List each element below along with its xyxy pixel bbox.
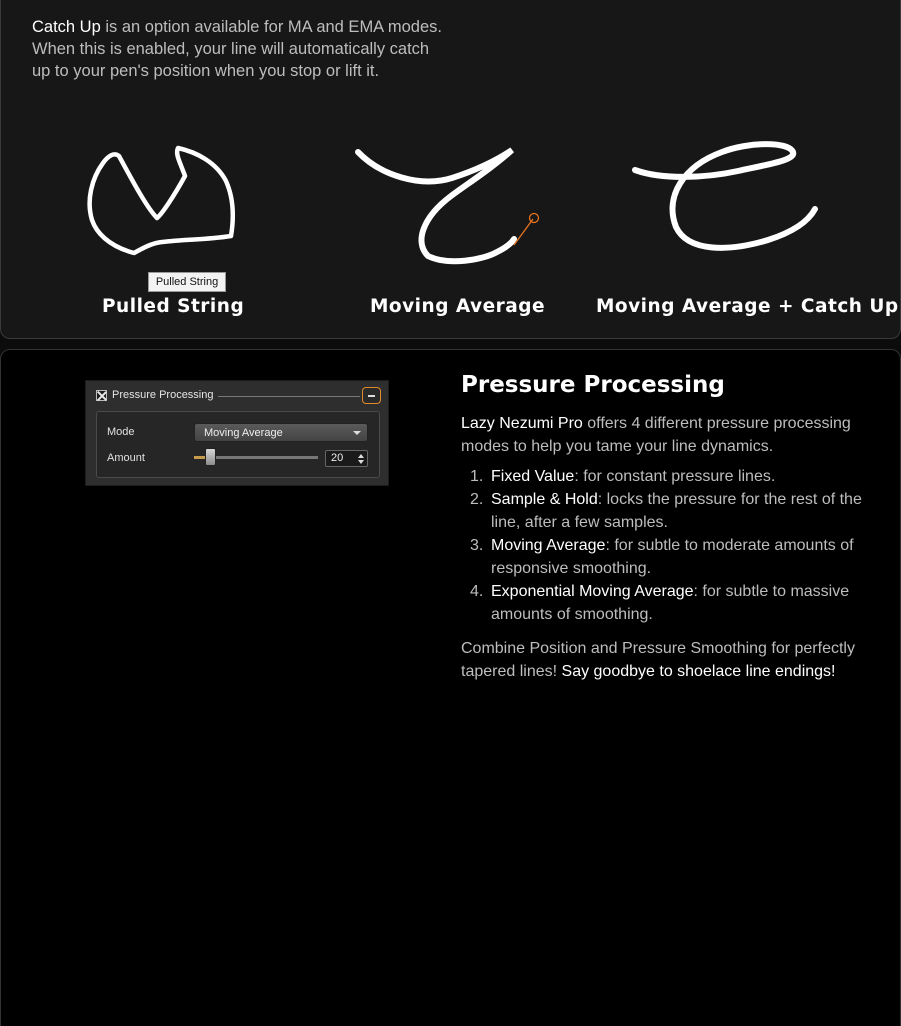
list-item: 1. Fixed Value: for constant pressure lines. [470, 468, 776, 485]
caption-moving-average: Moving Average [370, 296, 546, 317]
pressure-footer: Combine Position and Pressure Smoothing for perfectly tapered lines! Say goodbye to shoelace line endings! [461, 640, 855, 680]
caption-pulled-string: Pulled String [102, 296, 245, 317]
chevron-down-icon [353, 431, 361, 435]
mode-select-value: Moving Average [204, 427, 283, 439]
pulled-string-tooltip: Pulled String [148, 272, 226, 292]
pressure-processing-title: Pressure Processing [461, 372, 725, 398]
caption-moving-average-catch-up: Moving Average + Catch Up [596, 296, 899, 317]
moving-average-stroke [358, 150, 514, 261]
moving-average-catch-up-stroke [635, 144, 815, 248]
amount-value: 20 [331, 452, 344, 464]
amount-label: Amount [107, 452, 145, 464]
pressure-processing-label: Pressure Processing [112, 389, 214, 401]
amount-spinbox[interactable] [325, 450, 368, 467]
collapse-button[interactable] [362, 387, 381, 404]
catch-up-term: Catch Up [32, 18, 101, 36]
catch-up-lag-line [514, 219, 533, 245]
spin-up-icon[interactable] [358, 454, 364, 458]
footer-highlight: Say goodbye to shoelace line endings! [561, 663, 836, 680]
mode-select[interactable] [194, 423, 368, 442]
list-item: 3. Moving Average: for subtle to moderate amounts of responsive smoothing. [470, 537, 854, 577]
spin-down-icon[interactable] [358, 460, 364, 464]
list-item: 4. Exponential Moving Average: for subtle to massive amounts of smoothing. [470, 583, 850, 623]
pulled-string-stroke [90, 148, 233, 253]
list-item: 2. Sample & Hold: locks the pressure for the rest of the line, after a few samples. [470, 491, 862, 531]
pressure-processing-widget [85, 380, 389, 486]
product-name: Lazy Nezumi Pro [461, 415, 583, 432]
mode-label: Mode [107, 426, 135, 438]
widget-header [94, 387, 382, 407]
header-divider [218, 396, 360, 397]
pressure-modes-list [461, 465, 881, 626]
pressure-intro: Lazy Nezumi Pro offers 4 different pressure processing modes to help you tame your line dynamics. [461, 415, 851, 455]
pressure-processing-checkbox[interactable] [96, 390, 107, 401]
amount-slider-handle[interactable] [205, 448, 216, 466]
catch-up-intro: Catch Up is an option available for MA and EMA modes. When this is enabled, your line will automatically catch up to your pen's position when you stop or lift it. [32, 18, 442, 80]
pen-position-marker [530, 214, 539, 223]
widget-body [96, 411, 380, 478]
